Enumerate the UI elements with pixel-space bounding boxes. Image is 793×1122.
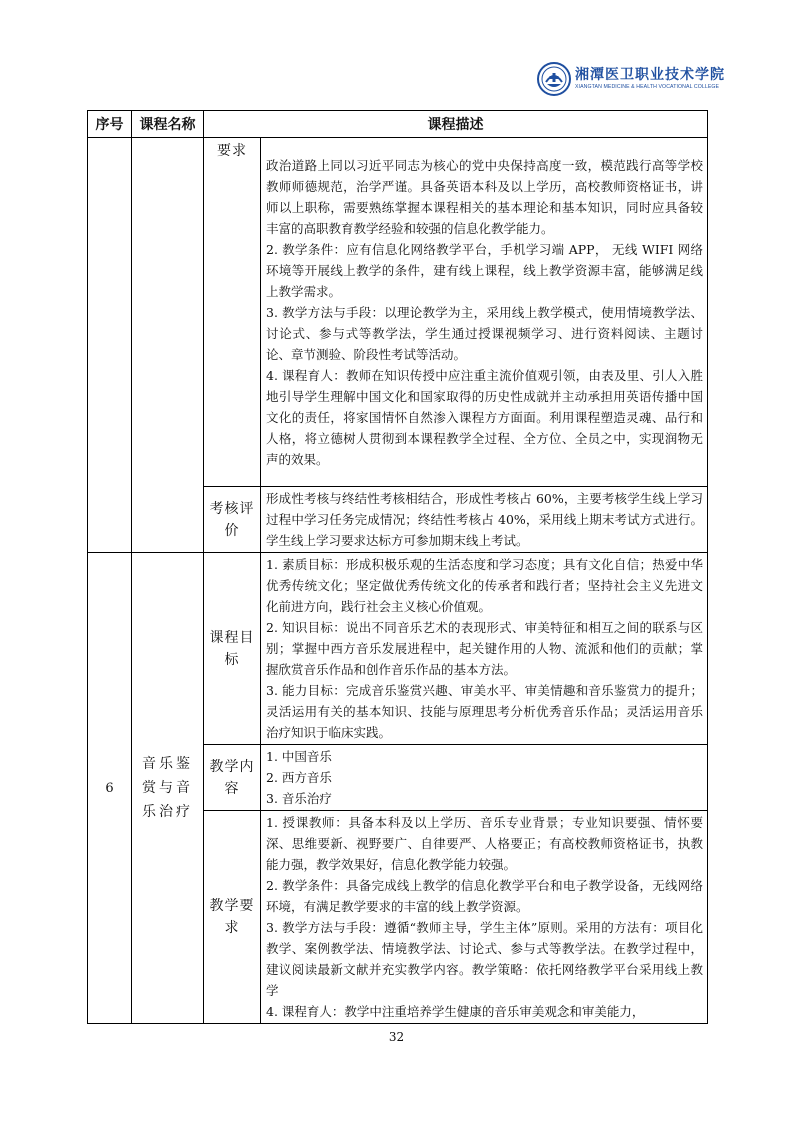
prev-req-para: 2. 教学条件：应有信息化网络教学平台，手机学习端 APP， 无线 WIFI 网络环境等开展线上教学的条件，建有线上课程，线上教学资源丰富，能够满足线上教学需求。 [266,241,703,299]
prev-name-cell [132,138,204,553]
req-para: 2. 教学条件：具备完成线上教学的信息化教学平台和电子教学设备，无线网络环境，有满足教学要求的丰富的线上教学资源。 [266,878,703,914]
req-para: 3. 教学方法与手段：遵循“教师主导，学生主体”原则。采用的方法有：项目化教学、案例教学法、情境教学法、讨论式、参与式等教学法。在教学过程中，建议阅读最新文献并充实教学内容。教学策略：依托网络教学平台采用线上教学 [266,920,703,998]
req-para: 1. 授课教师：具备本科及以上学历、音乐专业背景；专业知识要强、情怀要深、思维要新、视野要广、自律要严、人格要正；有高校教师资格证书，执教能力强，教学效果好，信息化教学能力较强。 [266,815,703,872]
header-no: 序号 [88,111,132,138]
teaching-req-desc [261,811,708,1024]
goals-desc [261,553,708,745]
goal-para: 2. 知识目标：说出不同音乐艺术的表现形式、审美特征和相互之间的联系与区别；掌握中西方音乐发展进程中，起关键作用的人物、流派和他们的贡献；掌握欣赏音乐作品和创作音乐作品的基本方法。 [266,620,703,677]
content-desc [261,745,708,811]
content-item: 3. 音乐治疗 [266,791,332,806]
teaching-req-label: 教学要求 [204,811,261,1024]
content-label: 教学内容 [204,745,261,811]
college-name-cn: 湘潭医卫职业技术学院 [575,67,725,83]
course-table [87,110,708,1024]
college-name-en: XIANGTAN MEDICINE & HEALTH VOCATIONAL COLLEGE [575,84,720,90]
content-item: 1. 中国音乐 [266,749,332,764]
header-course-name: 课程名称 [132,111,204,138]
prev-requirements-desc [261,138,708,487]
content-item: 2. 西方音乐 [266,770,332,785]
course-no: 6 [88,553,132,1024]
goal-para: 3. 能力目标：完成音乐鉴赏兴趣、审美水平、审美情趣和音乐鉴赏力的提升；灵活运用有关的基本知识、技能与原理思考分析优秀音乐作品；灵活运用音乐治疗知识于临床实践。 [266,683,703,740]
table-header-row [88,111,708,138]
req-para: 4. 课程育人：教学中注重培养学生健康的音乐审美观念和审美能力， [266,1004,645,1019]
prev-requirements-label: 要求 [204,138,261,487]
table-row [88,553,708,745]
prev-no-cell [88,138,132,553]
prev-req-para: 4. 课程育人：教师在知识传授中应注重主流价值观引领，由表及里、引人入胜地引导学生理解中国文化和国家取得的历史性成就并主动承担用英语传播中国文化的责任，将家国情怀自然渗入课程方方面面。利用课程塑造灵魂、品行和人格，将立德树人贯彻到本课程教学全过程、全方位、全员之中，实现润物无声的效果。 [266,367,703,467]
goal-para: 1. 素质目标：形成积极乐观的生活态度和学习态度；具有文化自信；热爱中华优秀传统文化；坚定做优秀传统文化的传承者和践行者；坚持社会主义先进文化前进方向，践行社会主义核心价值观。 [266,557,703,614]
header-course-desc: 课程描述 [204,111,708,138]
prev-assessment-text: 形成性考核与终结性考核相结合，形成性考核占 60%，主要考核学生线上学习过程中学习任务完成情况；终结性考核占 40%，采用线上期末考试方式进行。学生线上学习要求达标方可参加期末线上考试。 [266,491,703,548]
prev-assessment-label: 考核评价 [204,487,261,553]
college-emblem-icon [537,62,571,96]
college-logo [537,62,723,96]
prev-req-para: 3. 教学方法与手段：以理论教学为主，采用线上教学模式，使用情境教学法、讨论式、参与式等教学法，学生通过授课视频学习、进行资料阅读、主题讨论、章节测验、阶段性考试等活动。 [266,304,703,362]
table-row [88,138,708,487]
course-name: 音乐鉴赏与音乐治疗 [132,553,204,1024]
prev-req-para: 政治道路上同以习近平同志为核心的党中央保持高度一致，模范践行高等学校教师师德规范，治学严谨。具备英语本科及以上学历，高校教师资格证书，讲师以上职称，需要熟练掌握本课程相关的基本理论和基本知识，同时应具备较丰富的高职教育教学经验和较强的信息化教学能力。 [266,157,703,236]
page-number: 32 [388,1030,405,1044]
prev-assessment-desc [261,487,708,553]
goals-label: 课程目标 [204,553,261,745]
